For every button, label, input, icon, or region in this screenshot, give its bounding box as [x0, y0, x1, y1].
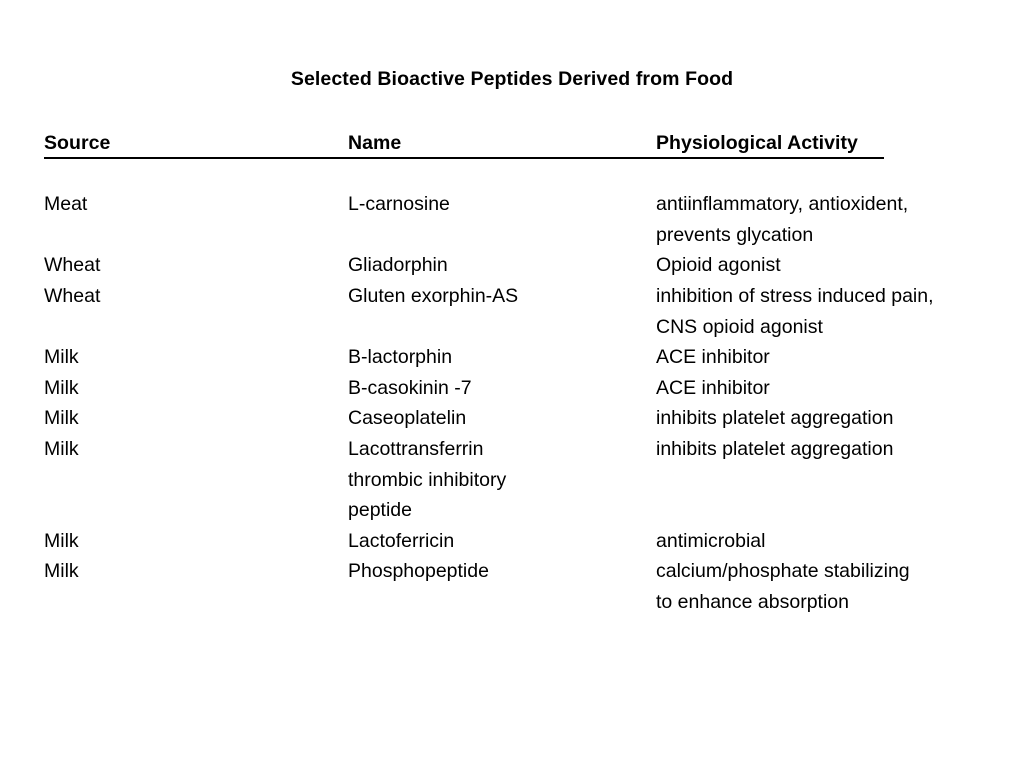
table-row — [44, 403, 984, 434]
cell-name: B-casokinin -7 — [348, 376, 472, 399]
column-header-name: Name — [348, 132, 402, 154]
column-header-source: Source — [44, 132, 111, 154]
cell-name: Caseoplatelin — [348, 407, 467, 430]
cell-name-line: thrombic inhibitory — [348, 468, 507, 491]
table-row — [44, 342, 984, 373]
cell-name: Lacottransferrin — [348, 437, 484, 460]
table-row — [44, 373, 984, 404]
table-row-continuation — [44, 220, 984, 251]
table-header-row — [44, 128, 984, 159]
cell-physiological-activity: Opioid agonist — [656, 254, 781, 277]
cell-physiological-activity: calcium/phosphate stabilizing — [656, 560, 910, 583]
cell-physiological-activity-line: CNS opioid agonist — [656, 315, 823, 338]
cell-source: Meat — [44, 193, 88, 216]
table-row — [44, 526, 984, 557]
column-header-physiological-activity: Physiological Activity — [656, 132, 858, 154]
table-row — [44, 250, 984, 281]
cell-source: Milk — [44, 407, 79, 430]
cell-source: Milk — [44, 376, 79, 399]
table-body — [44, 189, 984, 617]
header-underline — [44, 157, 884, 159]
cell-source: Milk — [44, 437, 79, 460]
cell-source: Milk — [44, 346, 79, 369]
table-row — [44, 556, 984, 587]
table-row — [44, 189, 984, 220]
cell-physiological-activity: antimicrobial — [656, 529, 766, 552]
cell-source: Wheat — [44, 284, 101, 307]
cell-source: Wheat — [44, 254, 101, 277]
cell-physiological-activity: inhibits platelet aggregation — [656, 407, 894, 430]
cell-name-line: peptide — [348, 499, 412, 522]
cell-physiological-activity: ACE inhibitor — [656, 376, 770, 399]
table-row — [44, 434, 984, 465]
cell-name: B-lactorphin — [348, 346, 453, 369]
table-row-continuation — [44, 465, 984, 496]
table-row-continuation — [44, 312, 984, 343]
cell-physiological-activity: ACE inhibitor — [656, 346, 770, 369]
cell-name: L-carnosine — [348, 193, 450, 216]
cell-physiological-activity: inhibition of stress induced pain, — [656, 284, 934, 307]
cell-name: Gluten exorphin-AS — [348, 284, 519, 307]
cell-physiological-activity: antiinflammatory, antioxident, — [656, 193, 909, 216]
peptides-table — [44, 128, 984, 618]
table-row — [44, 281, 984, 312]
cell-source: Milk — [44, 560, 79, 583]
header-spacer — [44, 159, 984, 190]
cell-physiological-activity-line: prevents glycation — [656, 223, 814, 246]
page-title: Selected Bioactive Peptides Derived from Food — [290, 68, 734, 90]
cell-source: Milk — [44, 529, 79, 552]
cell-name: Gliadorphin — [348, 254, 448, 277]
cell-name: Lactoferricin — [348, 529, 455, 552]
table-row-continuation — [44, 587, 984, 618]
table-row-continuation — [44, 495, 984, 526]
cell-physiological-activity: inhibits platelet aggregation — [656, 437, 894, 460]
cell-physiological-activity-line: to enhance absorption — [656, 590, 849, 613]
cell-name: Phosphopeptide — [348, 560, 489, 583]
